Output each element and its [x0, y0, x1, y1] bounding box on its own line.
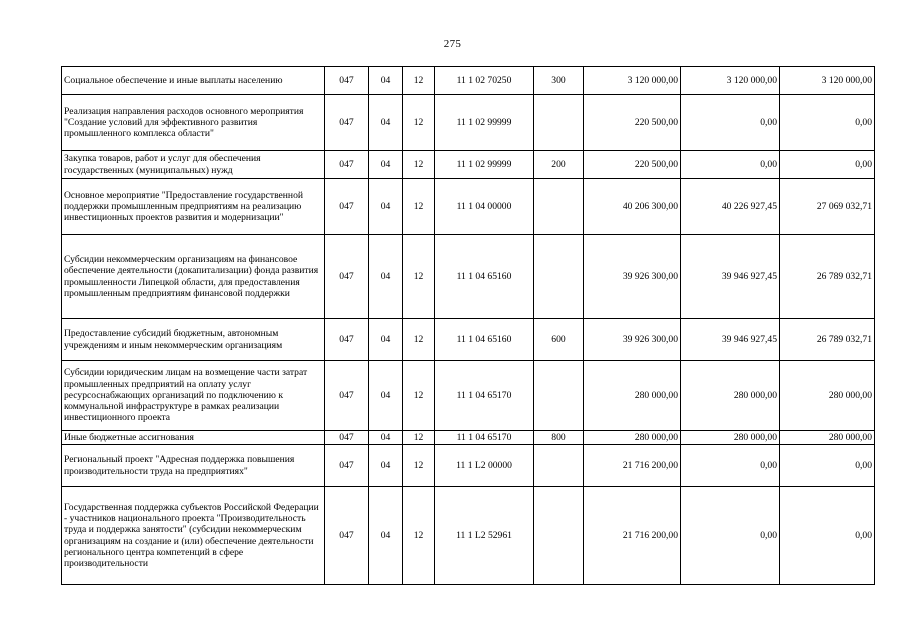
- row-description: Социальное обеспечение и иные выплаты населению: [62, 67, 325, 95]
- ministry-code: 047: [325, 95, 369, 151]
- budget-table: [61, 66, 875, 585]
- table-row: [62, 95, 875, 151]
- target-article-code: 11 1 04 65160: [435, 235, 534, 319]
- expense-type-code: [534, 361, 584, 431]
- row-description: Субсидии некоммерческим организациям на финансовое обеспечение деятельности (докапитализации) фонда развития промышленности Липецкой области, для предоставления промышленным предприятиям финансовой поддержки: [62, 235, 325, 319]
- row-description: Иные бюджетные ассигнования: [62, 431, 325, 445]
- row-description: Основное мероприятие "Предоставление государственной поддержки промышленным предприятиям на реализацию инвестиционных проектов развития и модернизации": [62, 179, 325, 235]
- expense-type-code: 600: [534, 319, 584, 361]
- amount-year-3: 0,00: [780, 95, 875, 151]
- ministry-code: 047: [325, 151, 369, 179]
- row-description: Государственная поддержка субъектов Российской Федерации - участников национального проекта "Производительность труда и поддержка занятости" (субсидии некоммерческим организациям на создание и (или) обеспечение деятельности регионального центра компетенций в сфере производительности: [62, 487, 325, 585]
- section-code: 04: [369, 361, 403, 431]
- amount-year-2: 0,00: [681, 151, 780, 179]
- section-code: 04: [369, 319, 403, 361]
- amount-year-1: 280 000,00: [584, 361, 681, 431]
- amount-year-1: 39 926 300,00: [584, 319, 681, 361]
- amount-year-1: 280 000,00: [584, 431, 681, 445]
- subsection-code: 12: [403, 361, 435, 431]
- subsection-code: 12: [403, 445, 435, 487]
- target-article-code: 11 1 04 65170: [435, 361, 534, 431]
- amount-year-2: 280 000,00: [681, 361, 780, 431]
- expense-type-code: 300: [534, 67, 584, 95]
- row-description: Региональный проект "Адресная поддержка повышения производительности труда на предприятиях": [62, 445, 325, 487]
- table-row: [62, 431, 875, 445]
- subsection-code: 12: [403, 319, 435, 361]
- amount-year-3: 280 000,00: [780, 431, 875, 445]
- subsection-code: 12: [403, 179, 435, 235]
- amount-year-1: 40 206 300,00: [584, 179, 681, 235]
- amount-year-2: 39 946 927,45: [681, 235, 780, 319]
- table-row: [62, 487, 875, 585]
- amount-year-1: 39 926 300,00: [584, 235, 681, 319]
- amount-year-3: 3 120 000,00: [780, 67, 875, 95]
- ministry-code: 047: [325, 235, 369, 319]
- table-row: [62, 67, 875, 95]
- amount-year-2: 39 946 927,45: [681, 319, 780, 361]
- target-article-code: 11 1 04 00000: [435, 179, 534, 235]
- expense-type-code: [534, 235, 584, 319]
- subsection-code: 12: [403, 487, 435, 585]
- amount-year-2: 40 226 927,45: [681, 179, 780, 235]
- row-description: Предоставление субсидий бюджетным, автономным учреждениям и иным некоммерческим организациям: [62, 319, 325, 361]
- target-article-code: 11 1 04 65160: [435, 319, 534, 361]
- target-article-code: 11 1 02 99999: [435, 95, 534, 151]
- table-row: [62, 445, 875, 487]
- expense-type-code: 800: [534, 431, 584, 445]
- page-number: 275: [443, 38, 462, 50]
- amount-year-3: 0,00: [780, 487, 875, 585]
- table-body: [62, 67, 875, 585]
- table-row: [62, 361, 875, 431]
- section-code: 04: [369, 431, 403, 445]
- amount-year-1: 21 716 200,00: [584, 445, 681, 487]
- table-row: [62, 179, 875, 235]
- section-code: 04: [369, 235, 403, 319]
- row-description: Реализация направления расходов основного мероприятия "Создание условий для эффективного развития промышленного комплекса области": [62, 95, 325, 151]
- ministry-code: 047: [325, 431, 369, 445]
- subsection-code: 12: [403, 67, 435, 95]
- table-row: [62, 319, 875, 361]
- expense-type-code: [534, 445, 584, 487]
- target-article-code: 11 1 L2 00000: [435, 445, 534, 487]
- subsection-code: 12: [403, 235, 435, 319]
- ministry-code: 047: [325, 487, 369, 585]
- target-article-code: 11 1 02 99999: [435, 151, 534, 179]
- section-code: 04: [369, 95, 403, 151]
- subsection-code: 12: [403, 95, 435, 151]
- amount-year-2: 0,00: [681, 487, 780, 585]
- table-row: [62, 235, 875, 319]
- amount-year-1: 3 120 000,00: [584, 67, 681, 95]
- ministry-code: 047: [325, 319, 369, 361]
- amount-year-2: 0,00: [681, 95, 780, 151]
- amount-year-3: 26 789 032,71: [780, 235, 875, 319]
- expense-type-code: [534, 95, 584, 151]
- ministry-code: 047: [325, 179, 369, 235]
- subsection-code: 12: [403, 431, 435, 445]
- section-code: 04: [369, 67, 403, 95]
- target-article-code: 11 1 02 70250: [435, 67, 534, 95]
- amount-year-1: 220 500,00: [584, 151, 681, 179]
- section-code: 04: [369, 487, 403, 585]
- amount-year-2: 3 120 000,00: [681, 67, 780, 95]
- row-description: Закупка товаров, работ и услуг для обеспечения государственных (муниципальных) нужд: [62, 151, 325, 179]
- amount-year-1: 21 716 200,00: [584, 487, 681, 585]
- ministry-code: 047: [325, 361, 369, 431]
- row-description: Субсидии юридическим лицам на возмещение части затрат промышленных предприятий на оплату услуг ресурсоснабжающих организаций по подключению к коммунальной инфраструктуре в рамках реализации инвестиционного проекта: [62, 361, 325, 431]
- amount-year-1: 220 500,00: [584, 95, 681, 151]
- section-code: 04: [369, 179, 403, 235]
- amount-year-3: 26 789 032,71: [780, 319, 875, 361]
- expense-type-code: [534, 179, 584, 235]
- amount-year-2: 280 000,00: [681, 431, 780, 445]
- ministry-code: 047: [325, 67, 369, 95]
- ministry-code: 047: [325, 445, 369, 487]
- section-code: 04: [369, 151, 403, 179]
- section-code: 04: [369, 445, 403, 487]
- amount-year-3: 280 000,00: [780, 361, 875, 431]
- amount-year-3: 27 069 032,71: [780, 179, 875, 235]
- target-article-code: 11 1 L2 52961: [435, 487, 534, 585]
- amount-year-3: 0,00: [780, 445, 875, 487]
- target-article-code: 11 1 04 65170: [435, 431, 534, 445]
- expense-type-code: 200: [534, 151, 584, 179]
- amount-year-3: 0,00: [780, 151, 875, 179]
- subsection-code: 12: [403, 151, 435, 179]
- expense-type-code: [534, 487, 584, 585]
- amount-year-2: 0,00: [681, 445, 780, 487]
- table-row: [62, 151, 875, 179]
